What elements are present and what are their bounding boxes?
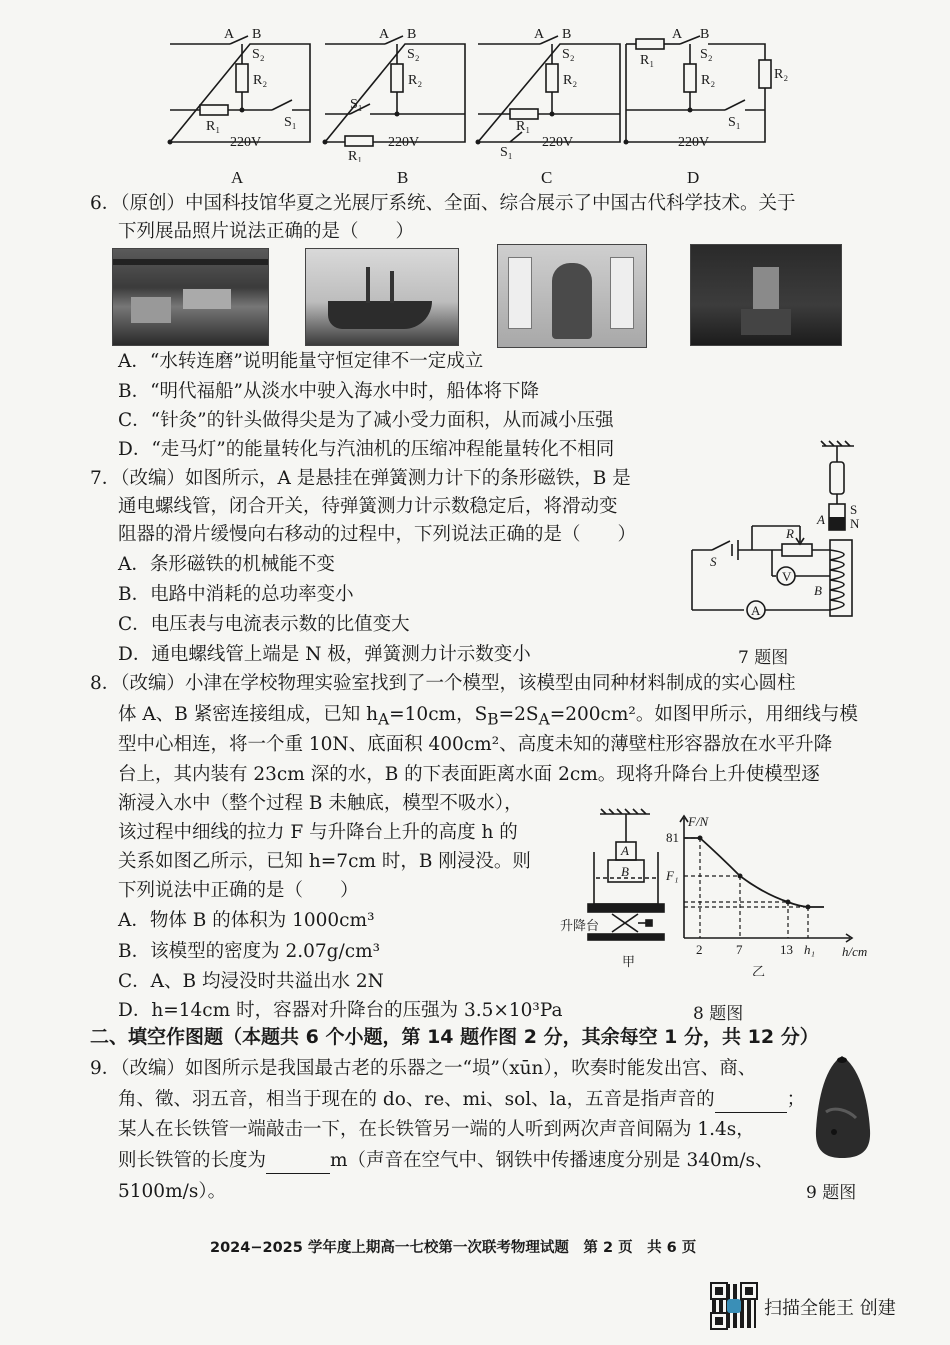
q7-stem-line-2: 通电螺线管，闭合开关，待弹簧测力计示数稳定后，将滑动变	[118, 496, 618, 517]
svg-text:R₂: R₂	[563, 73, 578, 88]
photo-ming-ship	[305, 248, 459, 346]
svg-text:S₂: S₂	[562, 47, 575, 62]
page-footer: 2024−2025 学年度上期高一七校第一次联考物理试题 第 2 页 共 6 页	[210, 1240, 697, 1256]
circuit-label-a: A	[231, 168, 244, 187]
photo-lantern	[690, 244, 842, 346]
section-2-title: 二、填空作图题（本题共 6 个小题，第 14 题作图 2 分，其余每空 1 分，共 12 分）	[90, 1026, 819, 1048]
q7-option-d: D．通电螺线管上端是 N 极，弹簧测力计示数变小	[118, 644, 531, 665]
q6-stem-line-2: 下列展品照片说法正确的是（ ）	[118, 221, 415, 242]
svg-text:R₂: R₂	[253, 73, 268, 88]
svg-text:F/N: F/N	[688, 814, 709, 829]
svg-text:R: R	[786, 526, 794, 541]
svg-text:B: B	[562, 27, 572, 42]
q9-blank-2[interactable]	[266, 1149, 330, 1174]
svg-text:B: B	[700, 27, 710, 42]
svg-text:S₂: S₂	[407, 47, 420, 62]
svg-text:A: A	[534, 27, 545, 42]
svg-text:甲: 甲	[622, 954, 636, 969]
qr-code-icon	[712, 1284, 756, 1328]
svg-text:220V: 220V	[542, 135, 574, 150]
q9-xun-image	[812, 1052, 874, 1162]
svg-text:13: 13	[780, 942, 793, 957]
q6-option-c: C．“针灸”的针头做得尖是为了减小受力面积，从而减小压强	[118, 410, 614, 431]
svg-text:乙: 乙	[752, 964, 766, 976]
q7-figure	[682, 440, 872, 630]
svg-text:h/cm: h/cm	[842, 944, 868, 959]
svg-text:B: B	[407, 27, 417, 42]
q7-option-c: C．电压表与电流表示数的比值变大	[118, 614, 410, 635]
photo-water-mill	[112, 248, 269, 346]
svg-text:A: A	[672, 27, 683, 42]
svg-text:220V: 220V	[388, 135, 420, 150]
q8-stem-line-2: 体 A、B 紧密连接组成，已知 $h_A=10cm$，$S_B=2S_A=200cm^2$。如图甲所示，用细线与模	[118, 704, 858, 729]
q7-figure-caption: 7 题图	[738, 648, 789, 668]
q9-figure-caption: 9 题图	[806, 1183, 857, 1203]
svg-text:S₂: S₂	[252, 47, 265, 62]
svg-text:B: B	[621, 864, 629, 879]
svg-text:220V: 220V	[678, 135, 710, 150]
q8-figure-jia	[560, 808, 670, 974]
circuit-label-b: B	[397, 168, 409, 187]
svg-text:R₂: R₂	[701, 73, 716, 88]
svg-text:R₂: R₂	[774, 67, 789, 82]
svg-text:R₁: R₁	[516, 119, 531, 134]
svg-text:h₁: h₁	[804, 942, 816, 957]
circuit-label-d: D	[687, 168, 700, 187]
q7-stem-line-1: 7．（改编）如图所示，A 是悬挂在弹簧测力计下的条形磁铁，B 是	[90, 468, 631, 489]
svg-text:B: B	[252, 27, 262, 42]
svg-text:S₁: S₁	[350, 97, 363, 112]
svg-text:7: 7	[736, 942, 743, 957]
svg-text:V: V	[782, 569, 792, 584]
q6-stem-line-1: 6．（原创）中国科技馆华夏之光展厅系统、全面、综合展示了中国古代科学技术。关于	[90, 193, 796, 214]
svg-text:2: 2	[696, 942, 703, 957]
q8-figure-yi	[660, 810, 890, 976]
svg-text:F₁: F₁	[666, 868, 679, 883]
svg-text:S₁: S₁	[728, 115, 741, 130]
svg-text:R₁: R₁	[348, 149, 363, 162]
q7-option-b: B．电路中消耗的总功率变小	[118, 584, 354, 605]
svg-text:A: A	[751, 603, 761, 618]
svg-text:A: A	[224, 27, 235, 42]
svg-text:S: S	[850, 502, 858, 517]
svg-text:A: A	[817, 512, 825, 527]
q8-figure-caption: 8 题图	[693, 1004, 744, 1024]
svg-text:A: A	[621, 843, 629, 858]
q8-stem-line-6: 该过程中细线的拉力 F 与升降台上升的高度 h 的	[118, 822, 518, 843]
q6-option-b: B．“明代福船”从淡水中驶入海水中时，船体将下降	[118, 381, 540, 402]
q9-blank-1[interactable]	[715, 1088, 787, 1113]
q6-option-d: D．“走马灯”的能量转化与汽油机的压缩冲程能量转化不相同	[118, 439, 615, 460]
q7-option-a: A．条形磁铁的机械能不变	[118, 554, 335, 575]
svg-text:81: 81	[666, 830, 679, 845]
q8-stem-line-4: 台上，其内装有 23cm 深的水，B 的下表面距离水面 2cm。现将升降台上升使模型逐	[118, 764, 820, 785]
q9-stem-line-5: 5100m/s）。	[118, 1181, 227, 1202]
circuit-label-c: C	[541, 168, 553, 187]
svg-text:R₂: R₂	[408, 73, 423, 88]
circuit-diagrams	[160, 22, 800, 162]
q8-stem-line-8: 下列说法中正确的是（ ）	[118, 880, 359, 901]
q8-option-d: D．h=14cm 时，容器对升降台的压强为 3.5×10³Pa	[118, 1000, 563, 1021]
q9-stem-line-3: 某人在长铁管一端敲击一下，在长铁管另一端的人听到两次声音间隔为 1.4s，	[118, 1119, 755, 1140]
svg-text:S₂: S₂	[700, 47, 713, 62]
q7-stem-line-3: 阻器的滑片缓慢向右移动的过程中，下列说法正确的是（ ）	[118, 524, 637, 545]
svg-text:220V: 220V	[230, 135, 262, 150]
q8-stem-line-3: 型中心相连，将一个重 10N、底面积 400cm²、高度未知的薄壁柱形容器放在水平升降	[118, 734, 833, 755]
q8-stem-line-5: 渐浸入水中（整个过程 B 未触底，模型不吸水），	[118, 793, 523, 814]
q8-stem-line-7: 关系如图乙所示，已知 h=7cm 时，B 刚浸没。则	[118, 851, 531, 872]
svg-text:B: B	[814, 583, 822, 598]
svg-text:S: S	[710, 554, 717, 569]
q8-stem-line-1: 8．（改编）小津在学校物理实验室找到了一个模型，该模型由同种材料制成的实心圆柱	[90, 673, 796, 694]
q8-option-a: A．物体 B 的体积为 1000cm³	[118, 910, 375, 931]
q9-stem-line-1: 9．（改编）如图所示是我国最古老的乐器之一“埙”（xūn），吹奏时能发出宫、商、	[90, 1058, 757, 1079]
svg-text:A: A	[379, 27, 390, 42]
svg-text:S₁: S₁	[284, 115, 297, 130]
scanner-watermark-text: 扫描全能王 创建	[764, 1298, 896, 1319]
svg-text:R₁: R₁	[640, 53, 655, 68]
q8-option-c: C．A、B 均浸没时共溢出水 2N	[118, 971, 384, 992]
svg-text:R₁: R₁	[206, 119, 221, 134]
svg-text:S₁: S₁	[500, 145, 513, 160]
svg-text:N: N	[850, 516, 860, 531]
svg-text:升降台: 升降台	[560, 918, 600, 933]
q6-option-a: A．“水转连磨”说明能量守恒定律不一定成立	[118, 351, 484, 372]
photo-acupuncture	[497, 244, 647, 348]
q9-stem-line-2: 角、徵、羽五音，相当于现在的 do、re、mi、sol、la，五音是指声音的 ；	[118, 1088, 805, 1113]
q8-option-b: B．该模型的密度为 2.07g/cm³	[118, 941, 381, 962]
q9-stem-line-4: 则长铁管的长度为 m（声音在空气中、钢铁中传播速度分别是 340m/s、	[118, 1149, 774, 1174]
